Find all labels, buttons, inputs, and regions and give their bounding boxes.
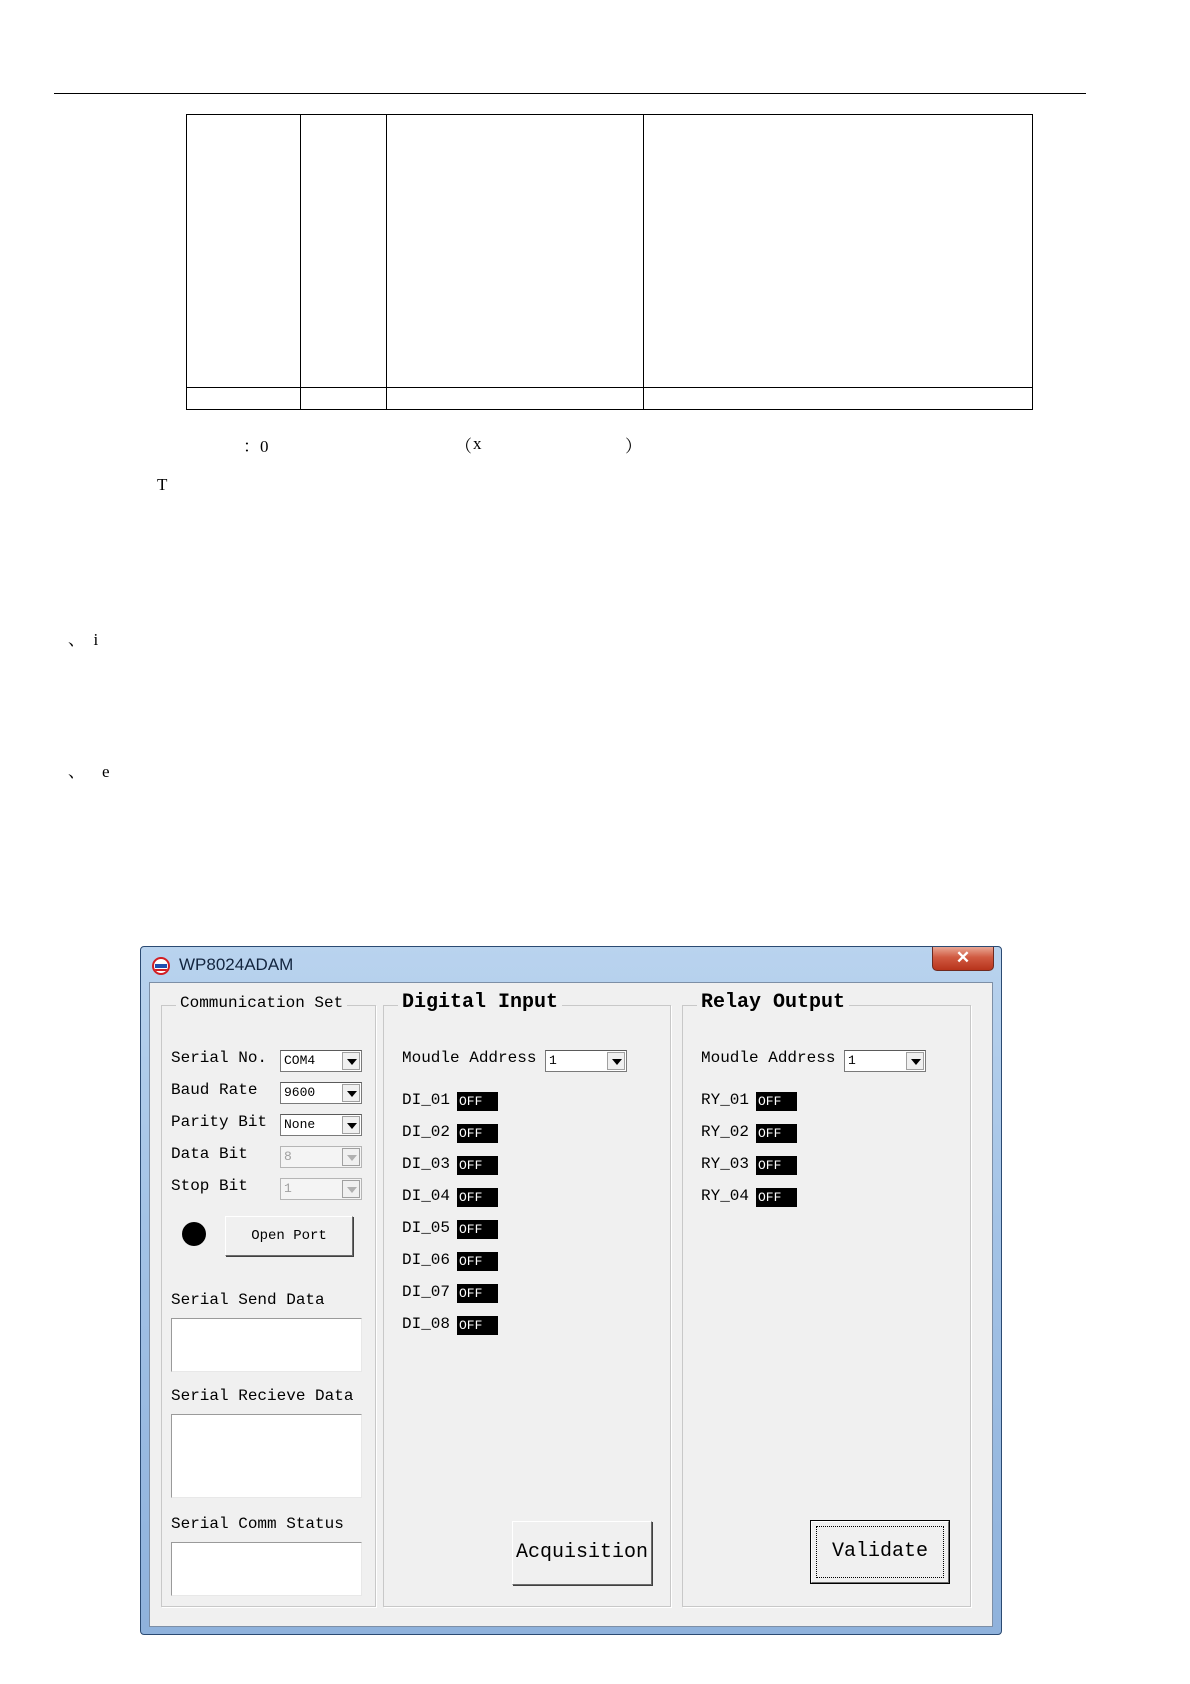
- table-cell: [301, 115, 387, 388]
- di-label: DI_02: [402, 1123, 451, 1141]
- di-label: DI_07: [402, 1283, 451, 1301]
- ry-label: RY_02: [701, 1123, 750, 1141]
- parity-bit-value: None: [284, 1117, 316, 1132]
- text-fragment: 、 i: [68, 630, 99, 649]
- chevron-down-icon[interactable]: [342, 1084, 360, 1102]
- app-logo-icon: [152, 957, 170, 975]
- di-label: DI_04: [402, 1187, 451, 1205]
- di-module-address-select[interactable]: [545, 1050, 627, 1072]
- acquisition-button[interactable]: Acquisition: [512, 1521, 652, 1585]
- text-fragment: （: [455, 437, 472, 456]
- ry-status-indicator[interactable]: OFF: [756, 1188, 797, 1207]
- port-status-indicator: [182, 1222, 206, 1246]
- text-fragment: x: [473, 434, 482, 453]
- ry-status-indicator[interactable]: OFF: [756, 1092, 797, 1111]
- table-cell: [187, 115, 301, 388]
- table-row: [187, 388, 1033, 410]
- chevron-down-icon[interactable]: [342, 1052, 360, 1070]
- chevron-down-icon[interactable]: [906, 1052, 924, 1070]
- serial-send-label: Serial Send Data: [171, 1291, 325, 1309]
- chevron-down-icon[interactable]: [342, 1116, 360, 1134]
- chevron-down-icon: [342, 1148, 360, 1166]
- table-cell: [387, 115, 644, 388]
- di-status-indicator: OFF: [457, 1188, 498, 1207]
- di-status-indicator: OFF: [457, 1252, 498, 1271]
- table-cell: [187, 388, 301, 410]
- client-area: [149, 982, 993, 1627]
- title-bar: [141, 947, 1001, 983]
- table-cell: [301, 388, 387, 410]
- di-label: DI_03: [402, 1155, 451, 1173]
- baud-rate-select[interactable]: [280, 1082, 362, 1104]
- table-cell: [387, 388, 644, 410]
- ry-module-address-value: 1: [848, 1053, 856, 1068]
- ry-module-address-label: Moudle Address: [701, 1049, 836, 1067]
- di-module-address-label: Moudle Address: [402, 1049, 537, 1067]
- serial-receive-field[interactable]: [171, 1414, 362, 1498]
- stop-bit-select: [280, 1178, 362, 1200]
- digital-input-legend: Digital Input: [398, 991, 562, 1014]
- ry-status-indicator[interactable]: OFF: [756, 1124, 797, 1143]
- text-fragment: 、 e: [68, 762, 110, 781]
- di-status-indicator: OFF: [457, 1124, 498, 1143]
- serial-no-label: Serial No.: [171, 1049, 268, 1067]
- open-port-button[interactable]: Open Port: [225, 1216, 353, 1256]
- table-row: [187, 115, 1033, 388]
- di-label: DI_01: [402, 1091, 451, 1109]
- ry-status-indicator[interactable]: OFF: [756, 1156, 797, 1175]
- serial-no-value: COM4: [284, 1053, 316, 1068]
- close-button[interactable]: ✕: [932, 947, 994, 971]
- validate-button[interactable]: Validate: [811, 1521, 949, 1583]
- chevron-down-icon[interactable]: [607, 1052, 625, 1070]
- baud-rate-label: Baud Rate: [171, 1081, 258, 1099]
- data-bit-label: Data Bit: [171, 1145, 248, 1163]
- text-fragment: ：0: [243, 437, 269, 456]
- di-label: DI_05: [402, 1219, 451, 1237]
- chevron-down-icon: [342, 1180, 360, 1198]
- table-cell: [644, 115, 1033, 388]
- parity-bit-label: Parity Bit: [171, 1113, 268, 1131]
- relay-output-legend: Relay Output: [697, 991, 849, 1014]
- stop-bit-value: 1: [284, 1181, 292, 1196]
- ry-module-address-select[interactable]: [844, 1050, 926, 1072]
- serial-comm-status-label: Serial Comm Status: [171, 1515, 344, 1533]
- di-status-indicator: OFF: [457, 1284, 498, 1303]
- di-status-indicator: OFF: [457, 1092, 498, 1111]
- baud-rate-value: 9600: [284, 1085, 316, 1100]
- serial-receive-label: Serial Recieve Data: [171, 1387, 354, 1405]
- di-module-address-value: 1: [549, 1053, 557, 1068]
- stop-bit-label: Stop Bit: [171, 1177, 248, 1195]
- di-status-indicator: OFF: [457, 1316, 498, 1335]
- data-bit-value: 8: [284, 1149, 292, 1164]
- serial-no-select[interactable]: [280, 1050, 362, 1072]
- di-status-indicator: OFF: [457, 1156, 498, 1175]
- text-fragment: T: [157, 475, 168, 494]
- header-rule: [54, 93, 1086, 94]
- communication-set-legend: Communication Set: [176, 994, 347, 1012]
- ry-label: RY_04: [701, 1187, 750, 1205]
- spec-table: [186, 114, 1033, 410]
- di-status-indicator: OFF: [457, 1220, 498, 1239]
- di-label: DI_08: [402, 1315, 451, 1333]
- di-label: DI_06: [402, 1251, 451, 1269]
- table-cell: [644, 388, 1033, 410]
- serial-send-field[interactable]: [171, 1318, 362, 1372]
- ry-label: RY_03: [701, 1155, 750, 1173]
- window-title: WP8024ADAM: [179, 955, 294, 974]
- ry-label: RY_01: [701, 1091, 750, 1109]
- serial-comm-status-field[interactable]: [171, 1542, 362, 1596]
- digital-input-group: [383, 991, 671, 1607]
- app-window: [140, 946, 1002, 1635]
- parity-bit-select[interactable]: [280, 1114, 362, 1136]
- relay-output-group: [682, 991, 971, 1607]
- communication-set-group: [161, 994, 376, 1607]
- text-fragment: ）: [625, 437, 642, 456]
- data-bit-select: [280, 1146, 362, 1168]
